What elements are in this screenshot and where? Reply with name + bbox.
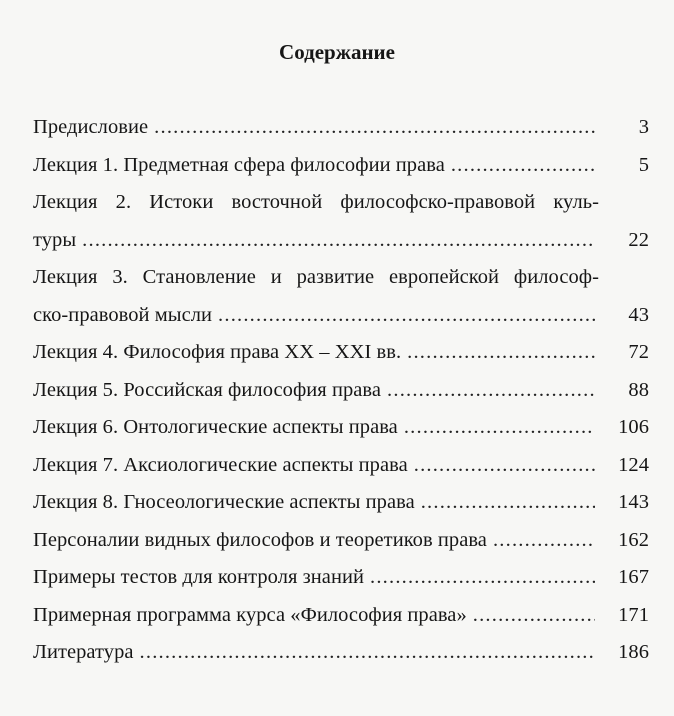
toc-entry-title-line-2: туры bbox=[33, 228, 77, 251]
dot-leader bbox=[387, 377, 595, 404]
toc-page-number: 43 bbox=[628, 303, 649, 326]
toc-entry-title: Лекция 7. Аксиологические аспекты права bbox=[33, 453, 408, 476]
dot-leader bbox=[421, 489, 595, 516]
dot-leader bbox=[140, 639, 595, 666]
toc-entry-tests[interactable] bbox=[33, 564, 649, 602]
toc-entry-lecture-8[interactable] bbox=[33, 489, 649, 527]
toc-entry-title: Лекция 4. Философия права XX – XXI вв. bbox=[33, 341, 402, 363]
toc-page-number: 124 bbox=[618, 453, 649, 476]
toc-entry-lecture-2[interactable] bbox=[33, 189, 649, 264]
dot-leader bbox=[404, 414, 595, 441]
toc-entry-personalia[interactable] bbox=[33, 527, 649, 565]
toc-page-number: 143 bbox=[618, 491, 649, 513]
toc-entry-title: Примерная программа курса «Философия права» bbox=[33, 603, 467, 626]
toc-page-number: 88 bbox=[628, 378, 649, 401]
toc-entry-title-line-1: Лекция 2. Истоки восточной философско-правовой куль- bbox=[33, 191, 599, 213]
toc-entry-title: Литература bbox=[33, 641, 134, 663]
toc-entry-lecture-1[interactable] bbox=[33, 152, 649, 190]
toc-entry-title: Лекция 8. Гносеологические аспекты права bbox=[33, 491, 415, 513]
toc-page-number: 22 bbox=[628, 228, 649, 251]
page-title: Содержание bbox=[279, 40, 395, 64]
toc-entry-program[interactable] bbox=[33, 602, 649, 640]
dot-leader bbox=[370, 564, 595, 591]
dot-leader bbox=[414, 452, 595, 479]
dot-leader bbox=[451, 152, 595, 179]
dot-leader bbox=[218, 302, 595, 329]
dot-leader bbox=[82, 227, 595, 254]
dot-leader bbox=[473, 602, 595, 629]
toc-entry-preface[interactable] bbox=[33, 114, 649, 152]
toc-entry-title: Примеры тестов для контроля знаний bbox=[33, 566, 365, 588]
toc-entry-title: Лекция 1. Предметная сфера философии права bbox=[33, 153, 445, 176]
toc-entry-title-line-1: Лекция 3. Становление и развитие европейской философ- bbox=[33, 266, 599, 288]
toc-page-number: 72 bbox=[628, 341, 649, 363]
toc-page-number: 171 bbox=[618, 603, 649, 626]
toc-page-number: 186 bbox=[618, 641, 649, 663]
toc-page-number: 167 bbox=[618, 566, 649, 588]
toc-entry-title: Лекция 6. Онтологические аспекты права bbox=[33, 416, 398, 438]
toc-entry-lecture-6[interactable] bbox=[33, 414, 649, 452]
table-of-contents bbox=[33, 114, 649, 677]
toc-page-number: 106 bbox=[618, 416, 649, 438]
toc-entry-title: Лекция 5. Российская философия права bbox=[33, 378, 382, 401]
toc-entry-literature[interactable] bbox=[33, 639, 649, 677]
toc-entry-lecture-7[interactable] bbox=[33, 452, 649, 490]
toc-entry-title: Предисловие bbox=[33, 116, 149, 138]
dot-leader bbox=[154, 114, 595, 141]
toc-entry-title-line-2: ско-правовой мысли bbox=[33, 303, 213, 326]
toc-entry-lecture-3[interactable] bbox=[33, 264, 649, 339]
toc-entry-title: Персоналии видных философов и теоретиков права bbox=[33, 528, 487, 551]
toc-page-number: 5 bbox=[638, 153, 649, 176]
toc-entry-lecture-5[interactable] bbox=[33, 377, 649, 415]
dot-leader bbox=[493, 527, 595, 554]
dot-leader bbox=[407, 339, 595, 366]
toc-page-number: 3 bbox=[638, 116, 649, 138]
toc-page-number: 162 bbox=[618, 528, 649, 551]
toc-entry-lecture-4[interactable] bbox=[33, 339, 649, 377]
